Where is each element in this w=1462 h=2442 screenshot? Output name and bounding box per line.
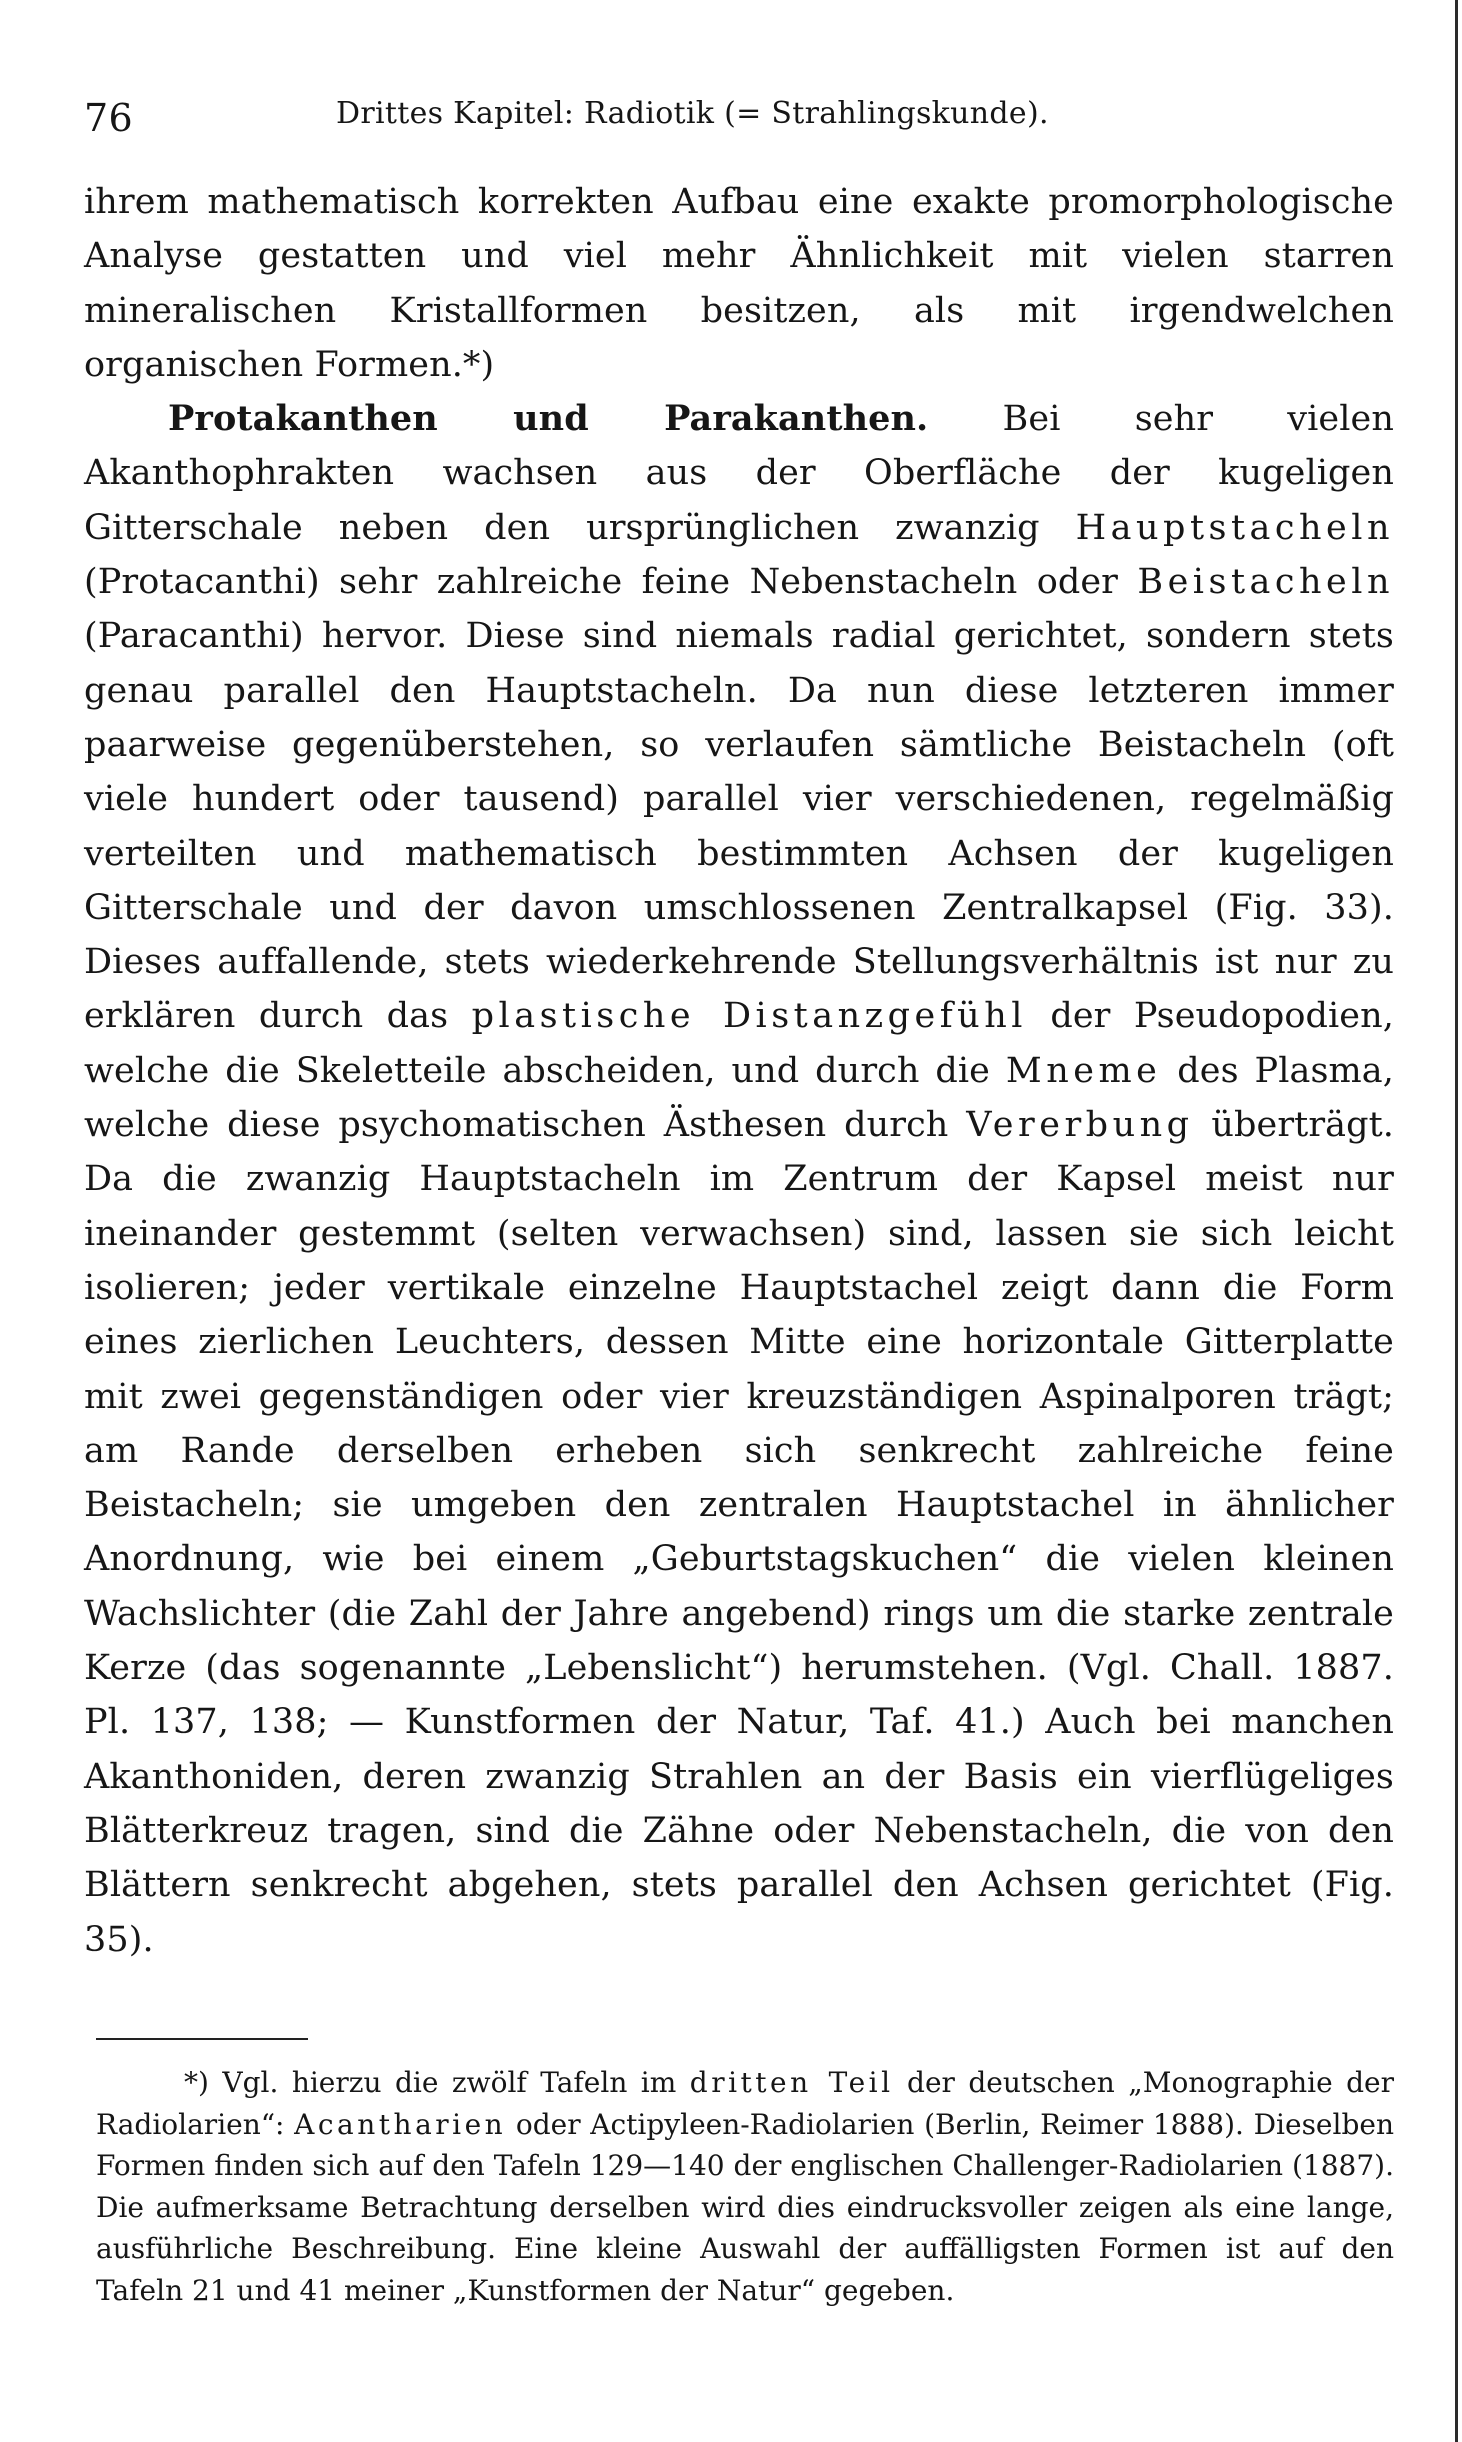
- spaced-term: Mneme: [1005, 1050, 1162, 1091]
- text-run: *) Vgl. hierzu die zwölf Tafeln im: [184, 2066, 690, 2099]
- scan-edge-line: [1455, 0, 1458, 2442]
- text-run: Bei sehr vielen Akanthophrakten wachsen aus der Oberfläche der kugeligen Gitterschale neben den ursprünglichen zwanzig: [84, 399, 1394, 548]
- spaced-term: Hauptstacheln: [1075, 507, 1394, 548]
- text-run: oder Actipyleen-Radiolarien (Berlin, Reimer 1888). Dieselben Formen finden sich auf den Tafeln 129—140 der englischen Challenger-Radiolarien (1887). Die aufmerksame Betrachtung derselben wird dies eindrucksvoller zeigen als eine lange, ausführliche Beschreibung. Eine kleine Auswahl der auffälligsten Formen ist auf den Tafeln 21 und 41 meiner „Kunstformen der Natur“ gegeben.: [96, 2107, 1394, 2307]
- text-run: (Protacanthi) sehr zahlreiche feine Nebenstacheln oder: [84, 562, 1138, 603]
- text-run: der Pseudopodien, welche die Skeletteile abscheiden, und durch die: [84, 996, 1394, 1091]
- text-run: der deutschen „Monographie der Radiolarien“:: [96, 2066, 1395, 2141]
- chapter-title: Drittes Kapitel: Radiotik (= Strahlingskunde).: [336, 96, 1049, 131]
- spaced-term: plastische Distanzgefühl: [471, 996, 1027, 1037]
- spaced-term: Acantharien: [294, 2107, 507, 2141]
- paragraph-2: [84, 392, 1394, 1967]
- footnote-divider: [96, 2038, 308, 2040]
- text-run: des Plasma, welche diese psychomatischen Ästhesen durch: [84, 1050, 1394, 1146]
- page-number: 76: [84, 96, 133, 140]
- section-heading: Protakanthen und Parakanthen.: [168, 398, 929, 440]
- running-head: [84, 96, 1364, 146]
- text-run: (Paracanthi) hervor. Diese sind niemals radial gerichtet, sondern stets genau parallel den Hauptstacheln. Da nun diese letzteren immer paarweise gegenüberstehen, so verlaufen sämtliche Beistacheln (oft viele hundert oder tausend) parallel vier verschiedenen, regelmäßig verteilten und mathematisch bestimmten Achsen der kugeligen Gitterschale und der davon umschlossenen Zentralkapsel (Fig. 33). Dieses auffallende, stets wiederkehrende Stellungsverhältnis ist nur zu erklären durch das: [84, 616, 1394, 1037]
- main-text: [84, 175, 1394, 1967]
- text-run: überträgt. Da die zwanzig Hauptstacheln im Zentrum der Kapsel meist nur ineinander gestemmt (selten verwachsen) sind, lassen sie sich leicht isolieren; jeder vertikale einzelne Hauptstachel zeigt dann die Form eines zierlichen Leuchters, dessen Mitte eine horizontale Gitterplatte mit zwei gegenständigen oder vier kreuzständigen Aspinalporen trägt; am Rande derselben erheben sich senkrecht zahlreiche feine Beistacheln; sie umgeben den zentralen Hauptstachel in ähnlicher Anordnung, wie bei einem „Geburtstagskuchen“ die vielen kleinen Wachslichter (die Zahl der Jahre angebend) rings um die starke zentrale Kerze (das sogenannte „Lebenslicht“) herumstehen. (Vgl. Chall. 1887. Pl. 137, 138; — Kunstformen der Natur, Taf. 41.) Auch bei manchen Akanthoniden, deren zwanzig Strahlen an der Basis ein vierflügeliges Blätterkreuz tragen, sind die Zähne oder Nebenstacheln, die von den Blättern senkrecht abgehen, stets parallel den Achsen gerichtet (Fig. 35).: [84, 1105, 1395, 1960]
- footnote: [96, 2062, 1394, 2311]
- spaced-term: Vererbung: [966, 1105, 1194, 1146]
- spaced-term: Beistacheln: [1137, 562, 1394, 603]
- paragraph-1: ihrem mathematisch korrekten Aufbau eine exakte promorphologische Analyse gestatten und viel mehr Ähnlichkeit mit vielen starren mineralischen Kristallformen besitzen, als mit irgendwelchen organischen Formen.*): [84, 182, 1394, 385]
- footnote-text: [96, 2062, 1394, 2311]
- spaced-term: dritten Teil: [689, 2066, 894, 2099]
